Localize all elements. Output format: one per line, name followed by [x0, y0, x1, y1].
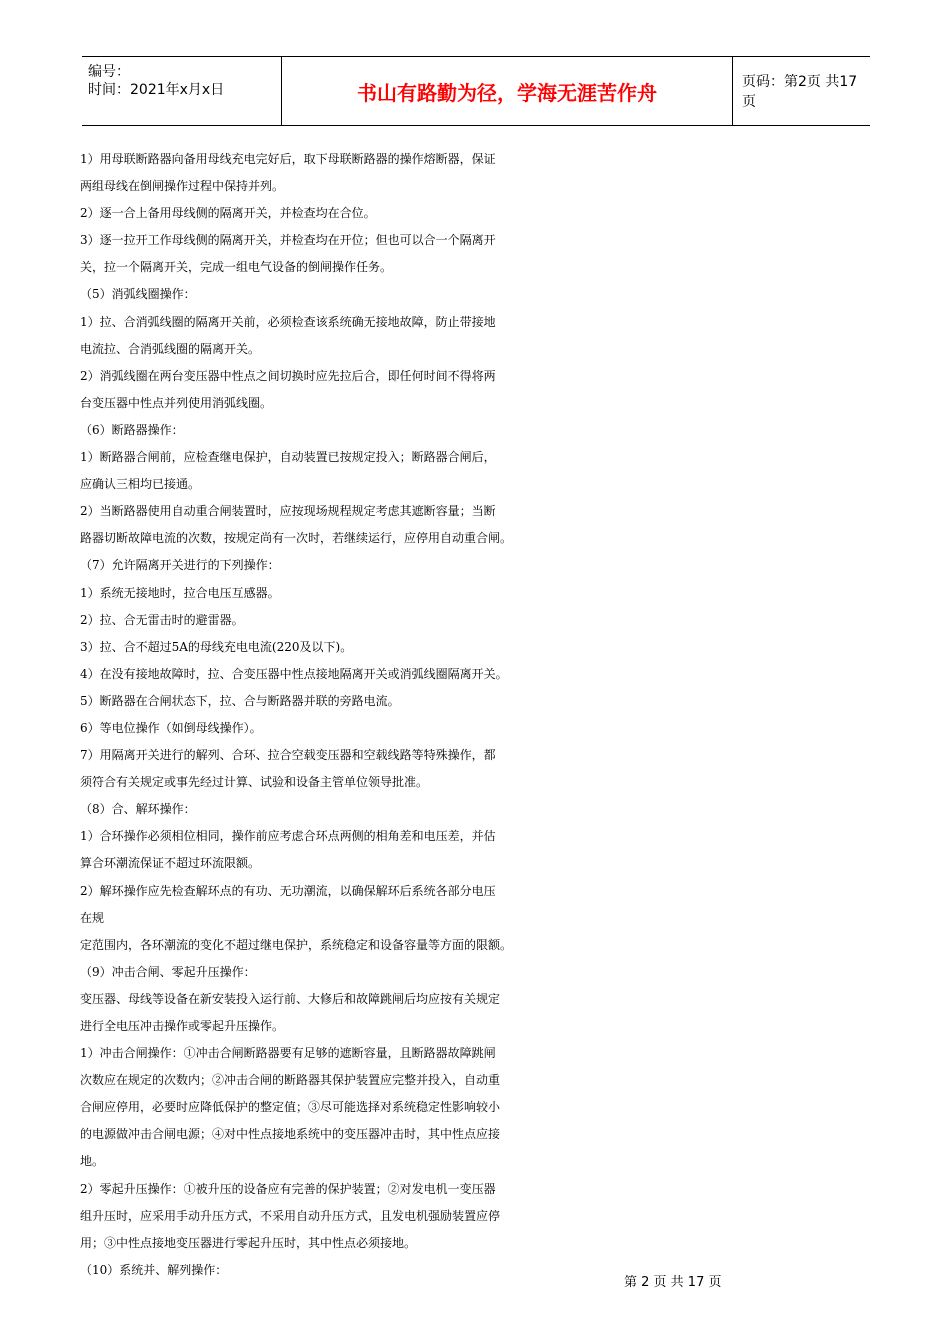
body-line: 的电源做冲击合闸电源；④对中性点接地系统中的变压器冲击时，其中性点应接: [80, 1127, 501, 1142]
body-line: 算合环潮流保证不超过环流限额。: [80, 856, 261, 871]
body-line: 1）用母联断路器向备用母线充电完好后，取下母联断路器的操作熔断器，保证: [80, 152, 496, 166]
body-line: （10）系统并、解列操作：: [80, 1262, 228, 1277]
body-line: 须符合有关规定或事先经过计算、试验和设备主管单位领导批准。: [80, 775, 429, 790]
body-line: 2）零起升压操作：①被升压的设备应有完善的保护装置；②对发电机一变压器: [80, 1181, 496, 1196]
body-line: 路器切断故障电流的次数，按规定尚有一次时，若继续运行，应停用自动重合闸。: [80, 531, 513, 546]
body-line: 组升压时，应采用手动升压方式，不采用自动升压方式，且发电机强励装置应停: [80, 1208, 501, 1223]
body-line: 3）逐一拉开工作母线侧的隔离开关，并检查均在开位；但也可以合一个隔离开: [80, 233, 496, 248]
body-line: 1）断路器合闸前，应检查继电保护，自动装置已按规定投入；断路器合闸后，: [80, 450, 496, 465]
body-line: 合闸应停用，必要时应降低保护的整定值；③尽可能选择对系统稳定性影响较小: [80, 1100, 501, 1115]
document-number-label: 编号：: [88, 64, 130, 80]
body-line: 2）解环操作应先检查解环点的有功、无功潮流，以确保解环后系统各部分电压: [80, 883, 496, 898]
body-line: 定范围内，各环潮流的变化不超过继电保护，系统稳定和设备容量等方面的限额。: [80, 937, 513, 952]
body-line: 1）合环操作必须相位相同，操作前应考虑合环点两侧的相角差和电压差，并估: [80, 829, 496, 844]
body-line: 6）等电位操作（如倒母线操作）。: [80, 720, 262, 735]
body-line: 1）拉、合消弧线圈的隔离开关前，必须检查该系统确无接地故障，防止带接地: [80, 314, 496, 329]
body-line: 地。: [80, 1154, 105, 1169]
body-line: 变压器、母线等设备在新安装投入运行前、大修后和故障跳闸后均应按有关规定: [80, 991, 501, 1006]
body-line: 2）拉、合无雷击时的避雷器。: [80, 612, 244, 627]
body-line: 1）冲击合闸操作：①冲击合闸断路器要有足够的遮断容量，且断路器故障跳闸: [80, 1046, 496, 1061]
body-line: 2）消弧线圈在两台变压器中性点之间切换时应先拉后合，即任何时间不得将两: [80, 368, 496, 383]
page-header: [82, 56, 870, 126]
body-line: （6）断路器操作：: [80, 422, 184, 437]
body-line: 应确认三相均已接通。: [80, 477, 201, 492]
body-line: 在规: [80, 910, 105, 925]
page-footer: 第 2 页 共 17 页: [624, 1275, 722, 1290]
body-line: 用；③中性点接地变压器进行零起升压时，其中性点必须接地。: [80, 1235, 417, 1250]
header-page-info-cell: [732, 57, 870, 125]
body-line: 次数应在规定的次数内；②冲击合闸的断路器其保护装置应完整并投入，自动重: [80, 1073, 501, 1088]
body-line: 2）当断路器使用自动重合闸装置时，应按现场规程规定考虑其遮断容量；当断: [80, 504, 496, 519]
header-meta: [82, 57, 282, 125]
body-line: 进行全电压冲击操作或零起升压操作。: [80, 1019, 285, 1033]
body-line: 关，拉一个隔离开关，完成一组电气设备的倒闸操作任务。: [80, 260, 393, 275]
body-line: （7）允许隔离开关进行的下列操作：: [80, 558, 280, 573]
header-motto: 书山有路勤为径，学海无涯苦作舟: [357, 80, 657, 105]
body-line: （8）合、解环操作：: [80, 802, 196, 817]
body-line: 1）系统无接地时，拉合电压互感器。: [80, 585, 280, 600]
body-line: 2）逐一合上备用母线侧的隔离开关，并检查均在合位。: [80, 206, 376, 221]
body-line: 台变压器中性点并列使用消弧线圈。: [80, 395, 273, 410]
header-motto-cell: [282, 57, 733, 125]
header-page-info: 页码：第2页 共17页: [742, 74, 858, 110]
body-line: 4）在没有接地故障时，拉、合变压器中性点接地隔离开关或消弧线圈隔离开关。: [80, 666, 508, 681]
body-line: （9）冲击合闸、零起升压操作：: [80, 964, 256, 979]
document-time: 时间：2021年x月x日: [88, 82, 225, 98]
body-line: 两组母线在倒闸操作过程中保持并列。: [80, 179, 285, 194]
body-line: 5）断路器在合闸状态下，拉、合与断路器并联的旁路电流。: [80, 693, 400, 708]
document-body: [80, 146, 880, 1284]
body-line: 7）用隔离开关进行的解列、合环、拉合空载变压器和空载线路等特殊操作，都: [80, 748, 496, 763]
body-line: 3）拉、合不超过5A的母线充电电流(220及以下)。: [80, 639, 353, 654]
body-line: 电流拉、合消弧线圈的隔离开关。: [80, 341, 261, 356]
body-line: （5）消弧线圈操作：: [80, 287, 196, 302]
